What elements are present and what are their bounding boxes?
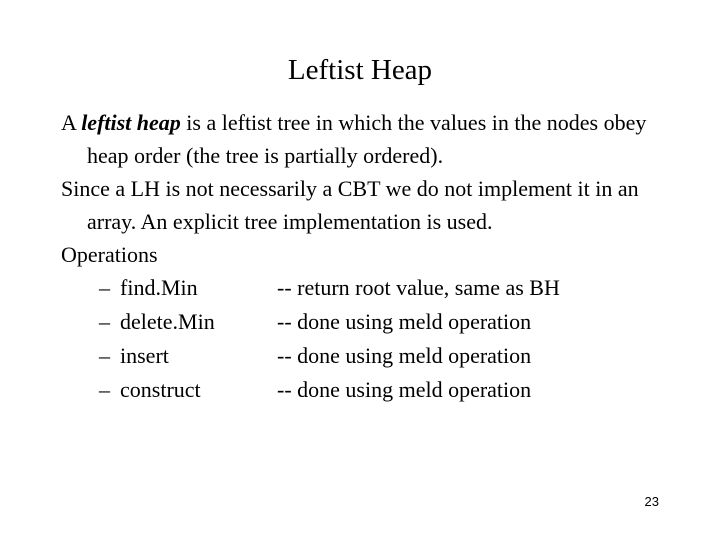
operation-item [61,373,681,407]
bullet-dash: – [99,343,110,368]
operation-description: -- done using meld operation [277,343,532,368]
definition-text: is a leftist tree in which the values in the nodes obey heap order (the tree is partially ordered). [87,110,647,168]
operations-heading: Operations [61,242,158,267]
operation-description: -- return root value, same as BH [277,275,560,300]
operation-name: insert [120,343,169,368]
bullet-dash: – [99,377,110,402]
definition-prefix: A [61,110,82,135]
bullet-dash: – [99,309,110,334]
operation-description: -- done using meld operation [277,309,532,334]
page-number: 23 [644,494,659,509]
operation-name: delete.Min [120,309,215,334]
slide-title: Leftist Heap [287,54,433,86]
implementation-paragraph: Since a LH is not necessarily a CBT we do not implement it in an array. An explicit tree implementation is used. [61,176,639,234]
definition-paragraph [61,106,681,172]
definition-term: leftist heap [81,110,181,135]
operation-name: find.Min [120,275,198,300]
operations-list [61,271,681,407]
slide-body [61,106,681,407]
operation-item [61,305,681,339]
operation-name: construct [120,377,201,402]
bullet-dash: – [99,275,110,300]
operation-item [61,339,681,373]
operation-description: -- done using meld operation [277,377,532,402]
operation-item [61,271,681,305]
